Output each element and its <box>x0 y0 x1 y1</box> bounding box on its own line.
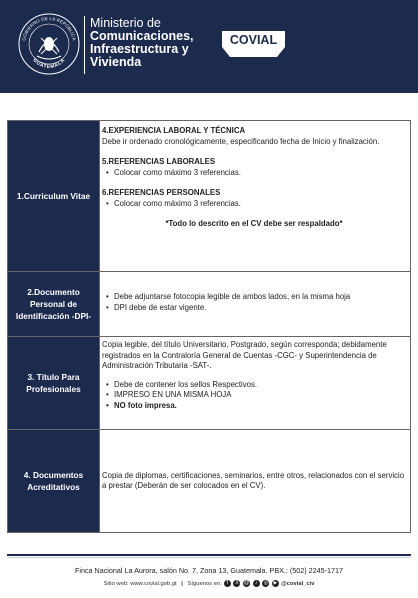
table-row-dpi <box>8 271 410 336</box>
row-content <box>99 272 410 336</box>
bullet-list <box>102 199 406 210</box>
row-label: 3. Título Para Profesionales <box>8 337 99 429</box>
header-banner <box>0 0 418 93</box>
row-text: Copia legible, del título Universitario, Postgrado, según corresponda; debidamente registrados en la Contraloría General de Cuentas -CGC- y Superintendencia de Administración Tributaria -SAT-. <box>102 340 387 370</box>
row-text: Copia de diplomas, certificaciones, seminarios, entre otros, relacionados con el servicio a prestar (Deberán de ser colocados en el CV). <box>102 470 405 490</box>
section-text: Debe ir ordenado cronológicamente, especificando fecha de Inicio y finalización. <box>102 136 380 146</box>
table-row-documentos <box>8 429 410 532</box>
footer-address: Finca Nacional La Aurora, salón No. 7, Zona 13, Guatemala. PBX.: (502) 2245-1717 <box>74 566 344 575</box>
row-content <box>99 430 410 532</box>
ministry-line-4: Vivienda <box>90 55 142 69</box>
follow-label: Síguenos en: <box>187 581 222 588</box>
section-title: 4.EXPERIENCIA LABORAL Y TÉCNICA <box>102 126 246 135</box>
ministry-name <box>90 17 194 69</box>
instagram-icon[interactable]: ◎ <box>263 580 269 586</box>
ministry-line-2: Comunicaciones, <box>90 29 194 43</box>
covial-logo <box>222 31 285 57</box>
table-row-curriculum <box>8 121 410 271</box>
list-item: • Debe adjuntarse fotocopia legible de ambos lados, en la misma hoja <box>102 292 406 303</box>
list-item: • Colocar como máximo 3 referencias. <box>102 168 406 179</box>
ministry-line-1: Ministerio de <box>90 16 161 30</box>
seal-text-top: GOBIERNO DE LA REPÚBLICA <box>21 15 77 42</box>
x-icon[interactable]: X <box>235 580 239 586</box>
footer-separator: | <box>181 581 183 588</box>
header-divider <box>84 16 85 74</box>
youtube-icon[interactable]: ▶ <box>273 580 278 586</box>
list-item: • Colocar como máximo 3 referencias. <box>102 199 406 210</box>
threads-icon[interactable]: @ <box>244 580 250 586</box>
list-item: • IMPRESO EN UNA MISMA HOJA <box>102 390 406 401</box>
row-label: 4. Documentos Acreditativos <box>8 430 99 532</box>
row-content <box>99 121 410 271</box>
footer-rule <box>7 554 411 556</box>
bullet-list <box>102 380 406 412</box>
website-link[interactable]: Sitio web: www.covial.gob.gt <box>103 581 177 588</box>
facebook-icon[interactable]: f <box>224 580 231 587</box>
list-item: • Debe de contener los sellos Respectivos. <box>102 380 406 391</box>
cv-note: *Todo lo descrito en el CV debe ser respaldado* <box>165 219 343 228</box>
ministry-line-3: Infraestructura y <box>90 42 189 56</box>
footer-rule-light <box>7 557 411 558</box>
seal-text-bottom: GUATEMALA <box>31 57 67 71</box>
row-label: 2.Documento Personal de Identificación -DPI- <box>8 272 99 336</box>
covial-logo-text: COVIAL <box>229 33 278 47</box>
bullet-list <box>102 292 406 313</box>
row-label: 1.Curriculum Vitae <box>8 121 99 271</box>
requirements-table <box>7 120 411 533</box>
list-item: • DPI debe de estar vigente. <box>102 303 406 314</box>
list-item: • NO foto impresa. <box>102 401 406 412</box>
section-title: 5.REFERENCIAS LABORALES <box>102 157 216 166</box>
tiktok-icon[interactable]: ♪ <box>253 580 260 587</box>
bullet-list <box>102 168 406 179</box>
guatemala-seal-icon <box>17 12 81 76</box>
table-row-titulo <box>8 336 410 429</box>
footer-social <box>0 580 418 587</box>
row-content <box>99 337 410 429</box>
social-handle[interactable]: @covial_civ <box>281 581 315 588</box>
section-title: 6.REFERENCIAS PERSONALES <box>102 188 221 197</box>
